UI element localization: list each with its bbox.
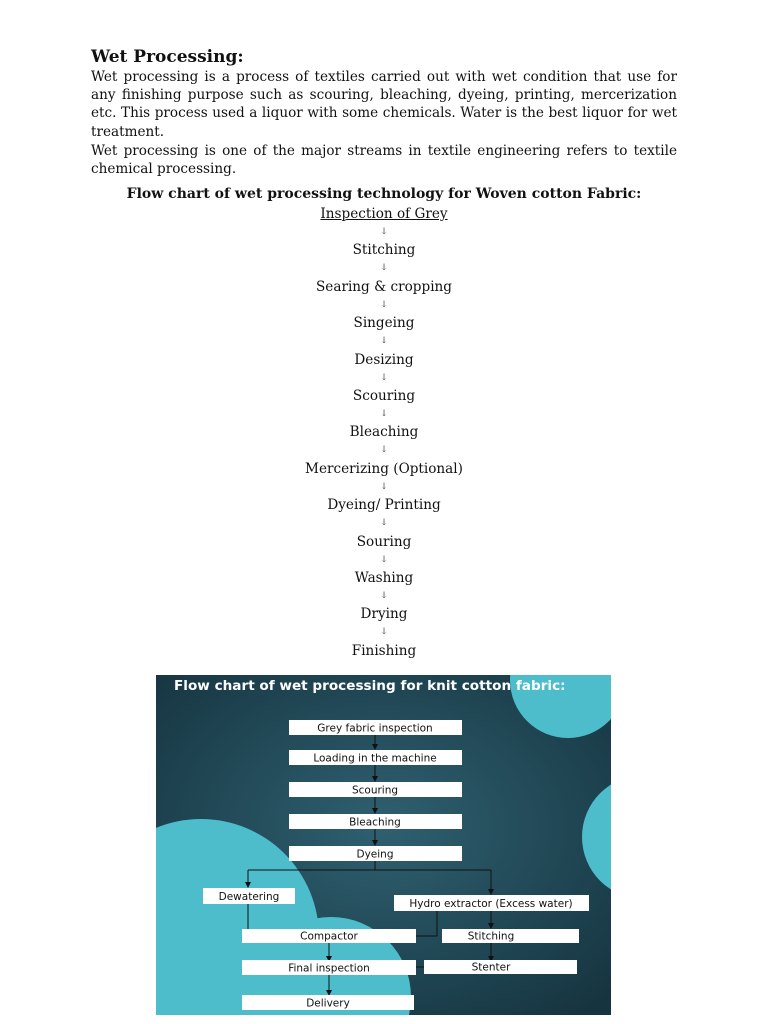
woven-step: Mercerizing (Optional) — [305, 460, 463, 477]
woven-step: Singeing — [353, 315, 415, 332]
knit-flowchart-svg — [156, 675, 611, 1015]
knit-flowchart-figure — [156, 675, 611, 1015]
down-arrow-icon: ↓ — [380, 445, 388, 456]
final-inspection-label: Final inspection — [288, 962, 370, 975]
compactor-label: Compactor — [300, 930, 358, 943]
intro-paragraph: Wet processing is a process of textiles carried out with wet condition that use for any finishing purpose such as scouring, bleaching, dyeing, printing, mercerization etc. This process used a liquor with some chemicals. Water is the best liquor for wet treatment. — [91, 69, 677, 140]
down-arrow-icon: ↓ — [380, 408, 388, 419]
woven-flowchart-title: Flow chart of wet processing technology for Woven cotton Fabric: — [126, 186, 642, 202]
woven-step: Bleaching — [349, 424, 419, 441]
streams-paragraph: Wet processing is one of the major streams in textile engineering refers to textile chemical processing. — [91, 143, 677, 178]
woven-step: Desizing — [354, 351, 414, 368]
woven-step: Drying — [360, 606, 408, 623]
down-arrow-icon: ↓ — [380, 554, 388, 565]
woven-step: Dyeing/ Printing — [327, 497, 441, 514]
woven-step: Washing — [354, 569, 414, 586]
loading-label: Loading in the machine — [313, 752, 437, 765]
down-arrow-icon: ↓ — [380, 518, 388, 529]
down-arrow-icon: ↓ — [380, 590, 388, 601]
bleaching-label: Bleaching — [349, 816, 401, 829]
down-arrow-icon: ↓ — [380, 372, 388, 383]
dewatering-label: Dewatering — [218, 891, 280, 903]
down-arrow-icon: ↓ — [380, 481, 388, 492]
page-heading: Wet Processing: — [91, 47, 244, 67]
woven-step: Searing & cropping — [315, 278, 452, 295]
dyeing-label: Dyeing — [356, 848, 394, 861]
grey-inspection-label: Grey fabric inspection — [317, 722, 433, 735]
stenter-label: Stenter — [471, 961, 511, 974]
down-arrow-icon: ↓ — [380, 336, 388, 347]
down-arrow-icon: ↓ — [380, 627, 388, 638]
down-arrow-icon: ↓ — [380, 299, 388, 310]
woven-step: Inspection of Grey — [320, 206, 448, 222]
hydro-extractor-label: Hydro extractor (Excess water) — [409, 898, 573, 910]
woven-step: Stitching — [352, 242, 416, 259]
knit-flowchart-title: Flow chart of wet processing for knit cotton fabric: — [174, 678, 566, 694]
scouring-label: Scouring — [351, 784, 399, 797]
delivery-label: Delivery — [306, 997, 350, 1010]
woven-flowchart — [0, 205, 768, 660]
woven-step: Souring — [356, 533, 412, 550]
woven-step: Scouring — [352, 387, 416, 404]
woven-step: Finishing — [351, 642, 417, 659]
stitching-label: Stitching — [467, 930, 515, 943]
down-arrow-icon: ↓ — [380, 227, 388, 237]
down-arrow-icon: ↓ — [380, 263, 388, 274]
